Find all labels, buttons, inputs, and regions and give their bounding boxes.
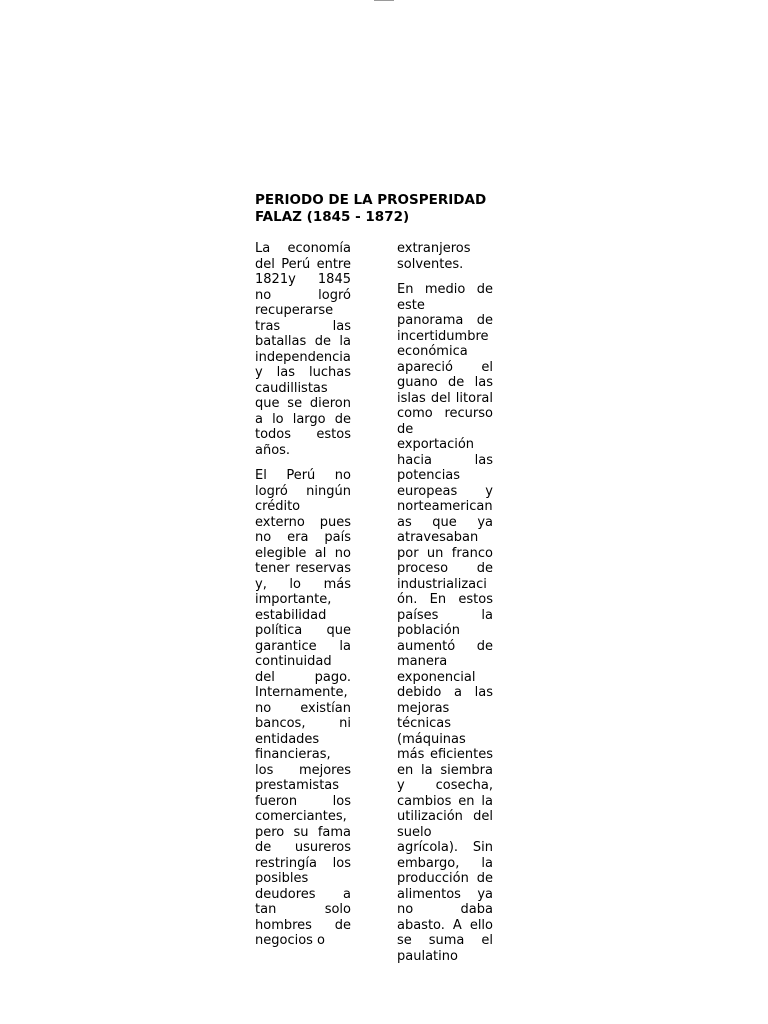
paragraph: extranjeros solventes. [397, 241, 471, 272]
paragraph: El Perú no logró ningún crédito externo pues no era país elegible al no tener reservas y, lo más importante, estabilidad política que garantice la continuidad del pago. Internamente, no existían bancos, ni entidades financieras, los mejores prestamistas fueron los comerciantes, pero su fama de usureros restringía los posibles deudores a tan solo hombres de negocios o [255, 468, 351, 948]
right-column [397, 241, 493, 974]
document-title: PERIODO DE LA PROSPERIDAD FALAZ (1845 - 1872) [255, 192, 487, 225]
page-top-mark [374, 0, 394, 1]
left-column [255, 241, 351, 959]
paragraph: La economía del Perú entre 1821y 1845 no logró recuperarse tras las batallas de la independencia y las luchas caudillistas que se dieron a lo largo de todos estos años. [255, 241, 351, 458]
paragraph: En medio de este panorama de incertidumbre económica apareció el guano de las islas del litoral como recurso de exportación hacia las potencias europeas y norteamerican as que ya atravesaban por un franco proceso de industrializaci ón. En estos países la población aumentó de manera exponencial debido a las mejoras técnicas (máquinas más eficientes en la siembra y cosecha, cambios en la utilización del suelo agrícola). Sin embargo, la producción de alimentos ya no daba abasto. A ello se suma el paulatino [397, 282, 493, 964]
